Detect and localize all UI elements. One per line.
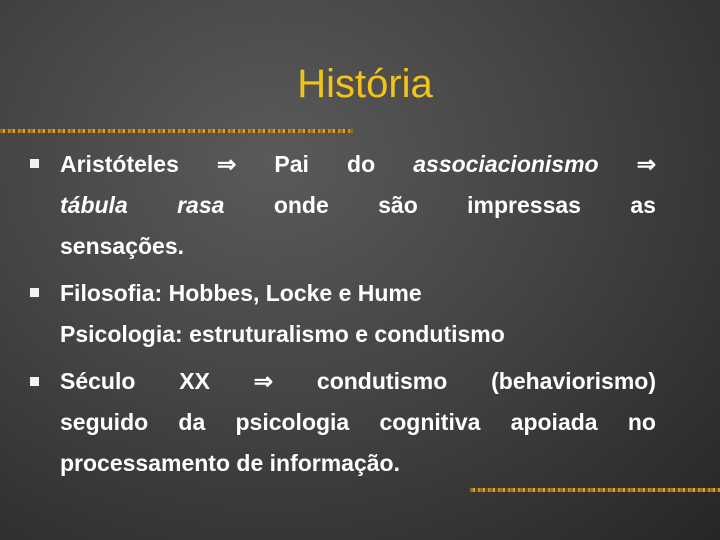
bullet-3-line-3: [60, 443, 656, 484]
word: XX: [179, 368, 210, 394]
word: apoiada: [510, 409, 598, 435]
implies-arrow-icon: ⇒: [253, 368, 274, 394]
bullet-text-1: [60, 144, 656, 267]
word: condutismo: [316, 368, 448, 394]
word: psicologia: [235, 409, 350, 435]
word: Pai: [274, 151, 309, 177]
bullet-3-line-2: [60, 402, 656, 443]
word: do: [347, 151, 376, 177]
word: as: [630, 192, 656, 218]
line-text: Filosofia: Hobbes, Locke e Hume: [60, 280, 422, 306]
bullet-marker-3: [30, 377, 39, 386]
bullet-marker-1: [30, 159, 39, 168]
bullet-text-3: [60, 361, 656, 484]
word: Século: [60, 368, 136, 394]
bullet-marker-2: [30, 288, 39, 297]
slide-title: História: [297, 62, 433, 106]
implies-arrow-icon: ⇒: [216, 151, 237, 177]
word: da: [178, 409, 206, 435]
word: impressas: [467, 192, 581, 218]
footer-divider-rule: [470, 488, 720, 492]
word: cognitiva: [379, 409, 481, 435]
word: Aristóteles: [60, 151, 179, 177]
line-text: processamento de informação.: [60, 450, 400, 476]
word: rasa: [177, 192, 225, 218]
bullet-2-line-2: [60, 314, 656, 355]
bullet-1-line-2: [60, 185, 656, 226]
line-text: Psicologia: estruturalismo e condutismo: [60, 321, 505, 347]
word: onde: [273, 192, 329, 218]
bullet-text-2: [60, 273, 656, 355]
word: no: [627, 409, 656, 435]
bullet-1-line-3: [60, 226, 656, 267]
word: (behaviorismo): [491, 368, 656, 394]
word: sensações.: [60, 233, 185, 259]
word: são: [378, 192, 418, 218]
word: tábula: [60, 192, 128, 218]
bullet-3-line-1: [60, 361, 656, 402]
word: associacionismo: [413, 151, 599, 177]
bullet-1-line-1: [60, 144, 656, 185]
bullet-2-line-1: [60, 273, 656, 314]
implies-arrow-icon: ⇒: [636, 151, 656, 177]
word: seguido: [60, 409, 149, 435]
title-divider-rule: [0, 129, 353, 133]
